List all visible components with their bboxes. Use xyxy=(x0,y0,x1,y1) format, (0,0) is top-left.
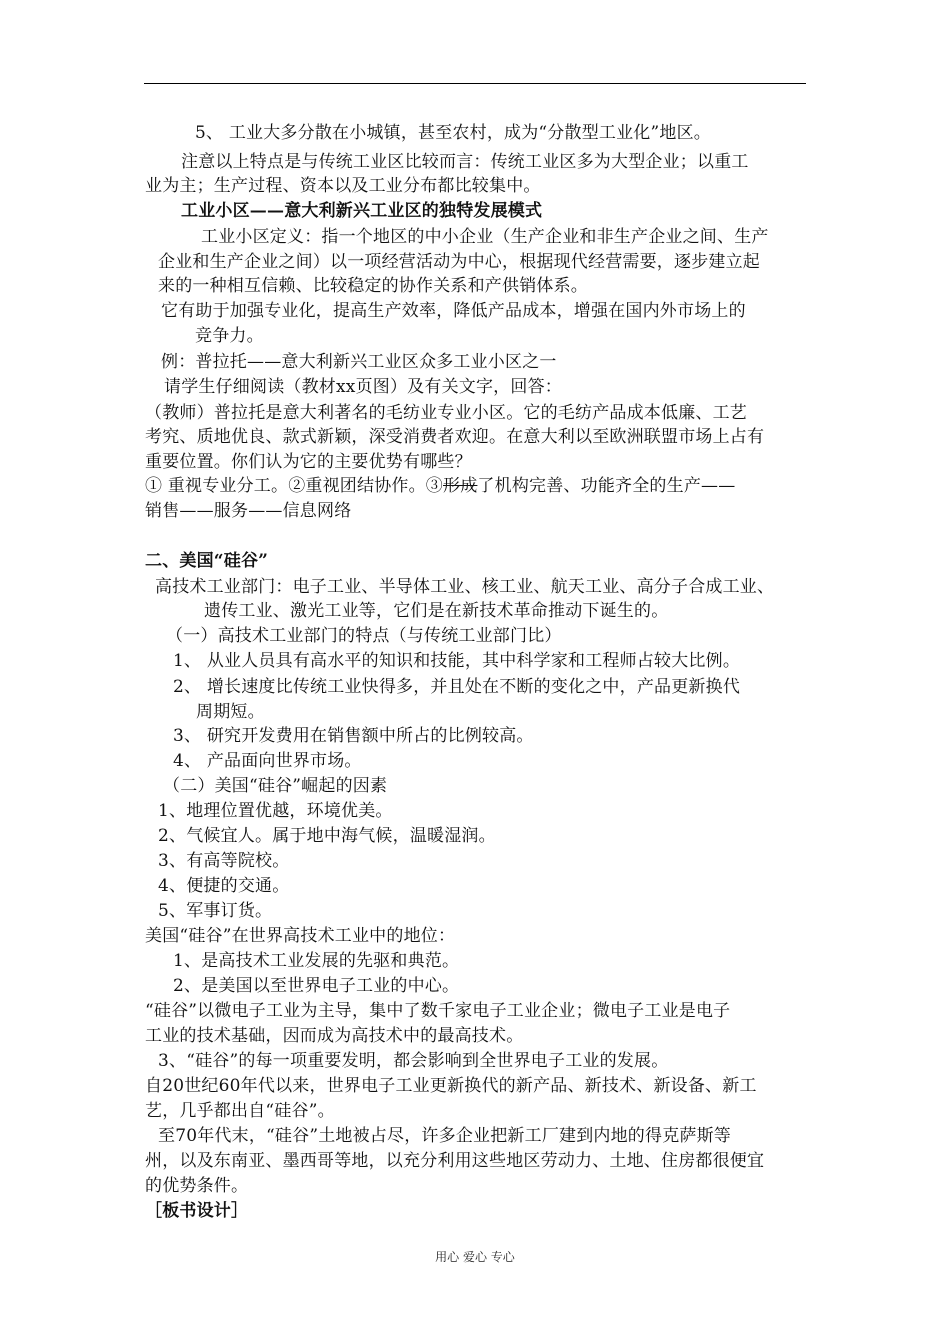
list-item: 5、军事订货。 xyxy=(158,901,273,921)
text-line: 至70年代末，“硅谷”土地被占尽，许多企业把新工厂建到内地的得克萨斯等 xyxy=(158,1126,732,1146)
list-item: 2、 增长速度比传统工业快得多，并且处在不断的变化之中，产品更新换代 xyxy=(173,677,741,697)
list-item: 3、 研究开发费用在销售额中所占的比例较高。 xyxy=(173,726,534,746)
list-item: 3、有高等院校。 xyxy=(158,851,290,871)
page-footer: 用心 爱心 专心 xyxy=(435,1250,515,1264)
subsection-heading: （一）高技术工业部门的特点（与传统工业部门比） xyxy=(166,626,562,646)
text-line: 它有助于加强专业化，提高生产效率，降低产品成本，增强在国内外市场上的 xyxy=(161,301,746,321)
text-line: 例：普拉托——意大利新兴工业区众多工业小区之一 xyxy=(161,352,557,372)
list-item: 4、 产品面向世界市场。 xyxy=(173,751,362,771)
text-line: 来的一种相互信赖、比较稳定的协作关系和产供销体系。 xyxy=(158,276,588,296)
subsection-heading: （二）美国“硅谷”崛起的因素 xyxy=(163,776,388,796)
header-rule xyxy=(144,83,806,84)
text-line: 业为主；生产过程、资本以及工业分布都比较集中。 xyxy=(145,176,541,196)
list-item: 2、是美国以至世界电子工业的中心。 xyxy=(173,976,460,996)
text-line: 5、 工业大多分散在小城镇，甚至农村，成为“分散型工业化”地区。 xyxy=(195,123,712,143)
text-line: 注意以上特点是与传统工业区比较而言：传统工业区多为大型企业；以重工 xyxy=(181,152,749,172)
text-line: 重要位置。你们认为它的主要优势有哪些？ xyxy=(145,452,472,472)
section-heading: ［板书设计］ xyxy=(145,1201,249,1221)
text-line: 自20世纪60年代以来，世界电子工业更新换代的新产品、新技术、新设备、新工 xyxy=(145,1076,757,1096)
text-line: 竞争力。 xyxy=(195,326,264,346)
list-item: 2、气候宜人。属于地中海气候，温暖湿润。 xyxy=(158,826,496,846)
section-heading: 工业小区——意大利新兴工业区的独特发展模式 xyxy=(181,201,543,221)
answer-suffix: 了机构完善、功能齐全的生产—— xyxy=(477,476,736,496)
text-line: 工业的技术基础，因而成为高技术中的最高技术。 xyxy=(145,1026,524,1046)
text-line: 的优势条件。 xyxy=(145,1176,249,1196)
text-line: 遗传工业、激光工业等，它们是在新技术革命推动下诞生的。 xyxy=(204,601,669,621)
struck-text: 形成 xyxy=(443,476,478,496)
answer-line xyxy=(145,474,805,498)
list-item: 3、“硅谷”的每一项重要发明，都会影响到全世界电子工业的发展。 xyxy=(158,1051,669,1071)
text-line: 请学生仔细阅读（教材xx页图）及有关文字，回答： xyxy=(164,377,562,397)
text-line: 销售——服务——信息网络 xyxy=(145,501,352,521)
text-line: 高技术工业部门：电子工业、半导体工业、核工业、航天工业、高分子合成工业、 xyxy=(155,577,775,597)
list-item: 1、 从业人员具有高水平的知识和技能，其中科学家和工程师占较大比例。 xyxy=(173,651,741,671)
answer-prefix: ① 重视专业分工。②重视团结协作。③ xyxy=(145,476,444,496)
list-item: 1、地理位置优越，环境优美。 xyxy=(158,801,393,821)
list-item: 周期短。 xyxy=(196,702,265,722)
text-line: 艺，几乎都出自“硅谷”。 xyxy=(145,1101,335,1121)
text-line: 美国“硅谷”在世界高技术工业中的地位： xyxy=(145,926,456,946)
list-item: 4、便捷的交通。 xyxy=(158,876,290,896)
text-line: （教师）普拉托是意大利著名的毛纺业专业小区。它的毛纺产品成本低廉、工艺 xyxy=(145,403,747,423)
text-line: 企业和生产企业之间）以一项经营活动为中心，根据现代经营需要，逐步建立起 xyxy=(158,252,760,272)
list-item: 1、是高技术工业发展的先驱和典范。 xyxy=(173,951,460,971)
section-heading: 二、美国“硅谷” xyxy=(145,551,269,571)
text-line: 州，以及东南亚、墨西哥等地，以充分利用这些地区劳动力、土地、住房都很便宜 xyxy=(145,1151,765,1171)
text-line: “硅谷”以微电子工业为主导，集中了数千家电子工业企业；微电子工业是电子 xyxy=(145,1001,731,1021)
text-line: 工业小区定义：指一个地区的中小企业（生产企业和非生产企业之间、生产 xyxy=(201,227,769,247)
text-line: 考究、质地优良、款式新颖，深受消费者欢迎。在意大利以至欧洲联盟市场上占有 xyxy=(145,427,765,447)
